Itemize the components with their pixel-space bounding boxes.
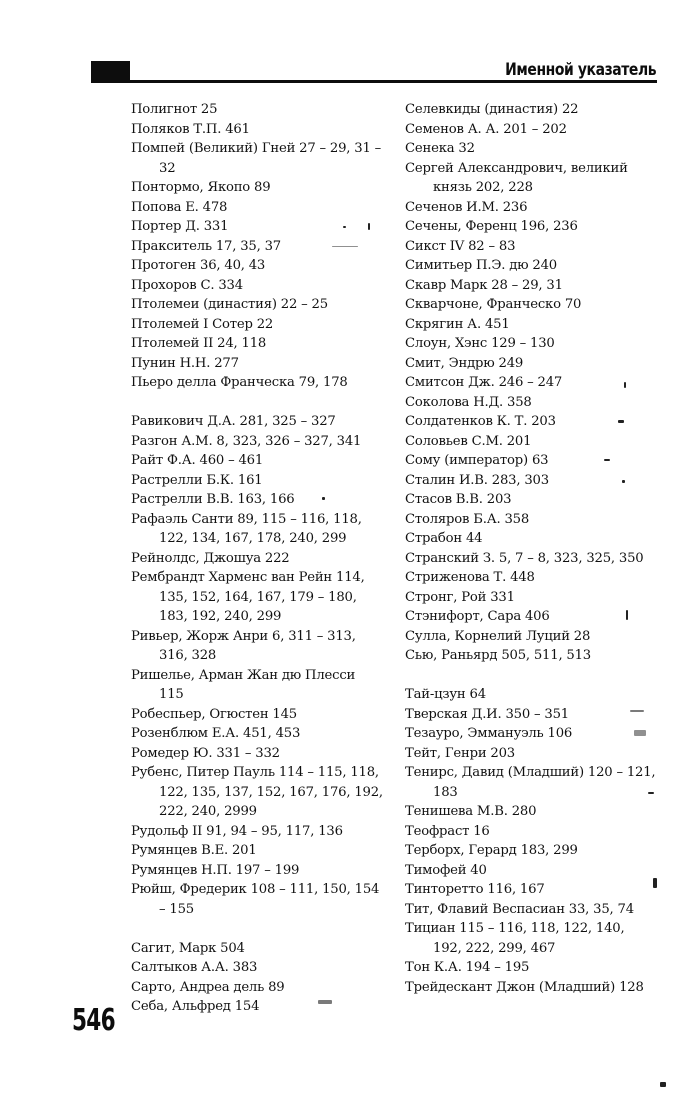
scan-speck	[343, 226, 346, 228]
index-entry: Протоген 36, 40, 43	[131, 258, 266, 273]
index-entry: Робеспьер, Огюстен 145	[131, 706, 297, 722]
index-entry: Птолемеи (династия) 22 – 25	[131, 297, 328, 312]
index-entry: Теофраст 16	[405, 823, 490, 839]
index-entry: Ривьер, Жорж Анри 6, 311 – 313, 316, 328	[131, 628, 356, 663]
index-entry: Стронг, Рой 331	[405, 589, 515, 605]
index-entry: Сому (император) 63	[405, 453, 549, 468]
index-entry: Прохоров С. 334	[131, 277, 243, 293]
index-entry: Симитьер П.Э. дю 240	[405, 258, 557, 273]
index-entry: Рафаэль Санти 89, 115 – 116, 118, 122, 134, 167, 178, 240, 299	[131, 511, 362, 546]
scan-speck	[624, 382, 626, 388]
index-entry: Терборх, Герард 183, 299	[405, 843, 578, 858]
index-entry: Салтыков А.А. 383	[131, 960, 258, 975]
index-entry: Сулла, Корнелий Луций 28	[405, 628, 591, 644]
index-entry: Равикович Д.А. 281, 325 – 327	[131, 414, 336, 429]
index-entry: Сечены, Ференц 196, 236	[405, 219, 578, 234]
index-entry: Смит, Эндрю 249	[405, 355, 524, 371]
scan-speck	[618, 420, 624, 423]
scan-speck	[653, 878, 657, 888]
index-entry: Рюйш, Фредерик 108 – 111, 150, 154 – 155	[131, 882, 380, 917]
index-entry: Тай-цзун 64	[405, 687, 486, 702]
header-rule	[91, 80, 657, 83]
index-entry: Ромедер Ю. 331 – 332	[131, 745, 280, 761]
index-entry: Пракситель 17, 35, 37	[131, 238, 281, 254]
index-entry: Поляков Т.П. 461	[131, 121, 250, 137]
index-entry: Сарто, Андреа дель 89	[131, 979, 285, 995]
index-column-left	[131, 100, 383, 1017]
index-entry: Семенов А. А. 201 – 202	[405, 121, 567, 137]
index-entry: Соколова Н.Д. 358	[405, 394, 532, 410]
index-entry: Сеченов И.М. 236	[405, 199, 528, 215]
index-entry: Слоун, Хэнс 129 – 130	[405, 336, 555, 351]
scan-speck	[318, 1000, 332, 1004]
section-gap	[131, 919, 383, 939]
index-entry: Сагит, Марк 504	[131, 940, 245, 956]
page-number: 546	[72, 1003, 115, 1038]
index-entry: Птолемей I Сотер 22	[131, 316, 274, 332]
scan-speck	[622, 480, 625, 483]
index-entry: Рембрандт Харменс ван Рейн 114, 135, 152, 164, 167, 179 – 180, 183, 192, 240, 299	[131, 570, 365, 624]
index-entry: Селевкиды (династия) 22	[405, 102, 579, 117]
index-entry: Растрелли Б.К. 161	[131, 472, 263, 488]
index-entry: Стасов В.В. 203	[405, 492, 512, 507]
index-entry: Понтормо, Якопо 89	[131, 180, 271, 195]
index-entry: Румянцев Н.П. 197 – 199	[131, 862, 300, 878]
scan-speck	[630, 710, 644, 712]
index-entry: Рейнолдс, Джошуа 222	[131, 550, 290, 566]
index-entry: Стриженова Т. 448	[405, 570, 535, 585]
scan-speck	[626, 610, 628, 620]
index-entry: Розенблюм Е.А. 451, 453	[131, 726, 301, 741]
index-entry: Тенирс, Давид (Младший) 120 – 121, 183	[405, 765, 656, 800]
index-entry: Смитсон Дж. 246 – 247	[405, 375, 563, 390]
index-entry: Тициан 115 – 116, 118, 122, 140, 192, 222, 299, 467	[405, 921, 625, 956]
index-entry: Соловьев С.М. 201	[405, 433, 532, 449]
index-entry: Пунин Н.Н. 277	[131, 355, 239, 371]
index-entry: Растрелли В.В. 163, 166	[131, 492, 295, 507]
scan-speck	[634, 730, 646, 736]
index-entry: Полигнот 25	[131, 102, 218, 117]
index-entry: Тинторетто 116, 167	[405, 882, 545, 897]
index-entry: Сью, Раньярд 505, 511, 513	[405, 648, 591, 663]
index-entry: Райт Ф.А. 460 – 461	[131, 453, 264, 468]
index-entry: Портер Д. 331	[131, 219, 229, 234]
index-entry: Солдатенков К. Т. 203	[405, 414, 556, 429]
running-header-title: Именной указатель	[504, 60, 656, 80]
index-entry: Себа, Альфред 154	[131, 999, 260, 1014]
index-entry: Птолемей II 24, 118	[131, 336, 267, 351]
index-entry: Тезауро, Эммануэль 106	[405, 726, 573, 741]
scan-speck	[648, 792, 654, 794]
index-entry: Тверская Д.И. 350 – 351	[405, 706, 569, 722]
index-entry: Помпей (Великий) Гней 27 – 29, 31 – 32	[131, 141, 382, 176]
section-gap	[131, 393, 383, 413]
index-entry: Рудольф II 91, 94 – 95, 117, 136	[131, 823, 343, 839]
index-entry: Тейт, Генри 203	[405, 745, 515, 761]
index-entry: Сталин И.В. 283, 303	[405, 472, 549, 488]
section-gap	[405, 666, 657, 686]
index-entry: Трейдескант Джон (Младший) 128	[405, 979, 644, 995]
index-entry: Скварчоне, Франческо 70	[405, 297, 582, 312]
index-entry: Страбон 44	[405, 531, 483, 546]
index-entry: Сенека 32	[405, 141, 475, 156]
scan-speck	[332, 246, 358, 247]
index-entry: Тенишева М.В. 280	[405, 804, 537, 819]
index-entry: Скрягин А. 451	[405, 316, 510, 332]
index-entry: Попова Е. 478	[131, 199, 228, 215]
index-entry: Тимофей 40	[405, 862, 487, 878]
index-entry: Странский З. 5, 7 – 8, 323, 325, 350	[405, 550, 644, 566]
index-entry: Тит, Флавий Веспасиан 33, 35, 74	[405, 901, 634, 917]
scan-speck	[368, 223, 370, 230]
index-entry: Стэнифорт, Сара 406	[405, 609, 550, 624]
index-entry: Румянцев В.Е. 201	[131, 843, 257, 858]
index-column-right	[405, 100, 657, 997]
scan-speck	[322, 497, 325, 500]
scan-speck	[660, 1082, 666, 1087]
index-entry: Рубенс, Питер Пауль 114 – 115, 118, 122, 135, 137, 152, 167, 176, 192, 222, 240, 2999	[131, 765, 383, 819]
index-entry: Пьеро делла Франческа 79, 178	[131, 375, 348, 390]
index-entry: Ришелье, Арман Жан дю Плесси 115	[131, 667, 356, 702]
index-entry: Сергей Александрович, великий князь 202, 228	[405, 160, 628, 195]
scan-speck	[604, 459, 610, 461]
index-entry: Скавр Марк 28 – 29, 31	[405, 277, 563, 293]
index-entry: Разгон А.М. 8, 323, 326 – 327, 341	[131, 433, 362, 449]
index-entry: Столяров Б.А. 358	[405, 511, 530, 527]
index-entry: Тон К.А. 194 – 195	[405, 960, 530, 975]
index-entry: Сикст IV 82 – 83	[405, 238, 516, 254]
